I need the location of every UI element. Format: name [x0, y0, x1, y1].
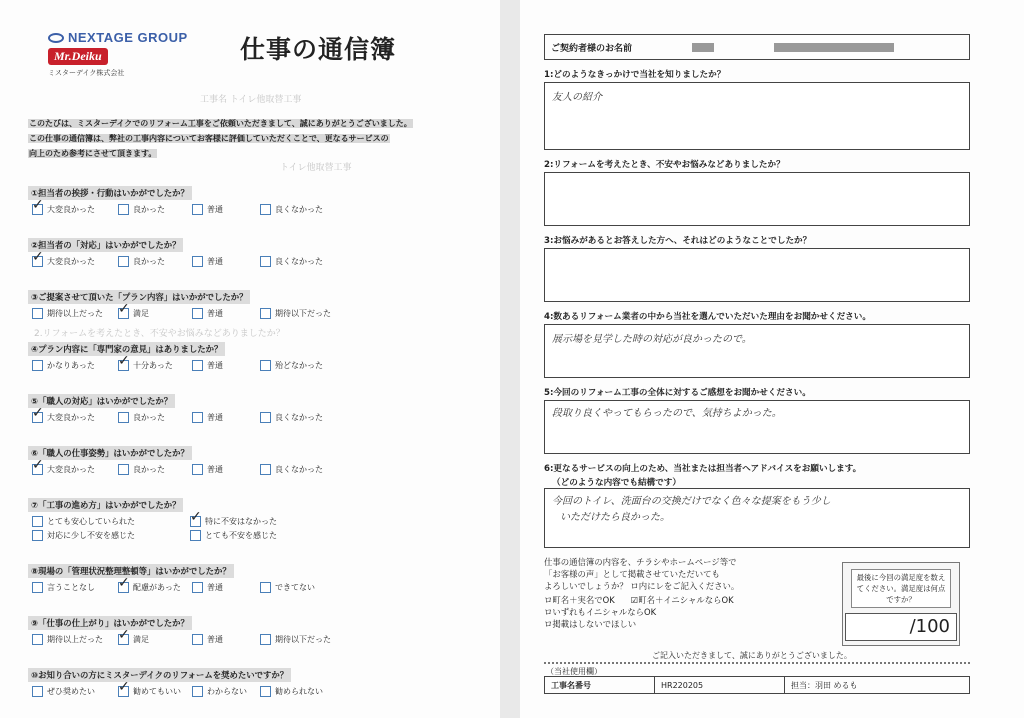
checkbox-icon[interactable] — [260, 412, 271, 423]
check-mark-icon: ✓ — [190, 509, 202, 525]
option-label: 期待以下だった — [275, 309, 331, 318]
checkbox-icon[interactable] — [260, 308, 271, 319]
q6-option-1[interactable] — [32, 457, 95, 475]
bleed-text: トイレ他取替工事 — [280, 163, 352, 173]
option-label: 普通 — [207, 361, 223, 370]
option-label: 良かった — [133, 465, 165, 474]
perm-option-initials[interactable]: ☑町名＋イニシャルならOK — [630, 595, 734, 605]
checkbox-icon[interactable] — [260, 360, 271, 371]
q5-option-4[interactable] — [260, 412, 323, 423]
check-mark-icon: ✓ — [118, 679, 130, 695]
checkbox-icon[interactable] — [192, 582, 203, 593]
customer-name-row: ご契約者様のお名前 — [544, 34, 970, 60]
answer-box-3[interactable] — [544, 248, 970, 302]
checkbox-icon[interactable] — [32, 197, 44, 215]
q8-option-3[interactable] — [192, 582, 223, 593]
checkbox-icon[interactable] — [192, 256, 203, 267]
option-label: 普通 — [207, 257, 223, 266]
score-field[interactable]: /100 — [845, 613, 957, 641]
rq5: 5:今回のリフォーム工事の全体に対するご感想をお聞かせください。 — [544, 388, 811, 398]
q6-option-2[interactable] — [118, 464, 165, 475]
satisfaction-score — [842, 562, 960, 646]
question-1: ①担当者の挨拶・行動はいかがでしたか？ — [28, 186, 192, 200]
checkbox-icon[interactable] — [192, 308, 203, 319]
checkbox-icon[interactable] — [118, 412, 129, 423]
rq2: 2:リフォームを考えたとき、不安やお悩みなどありましたか？ — [544, 160, 785, 170]
checkbox-icon[interactable] — [32, 405, 44, 423]
rq3: 3:お悩みがあるとお答えした方へ、それはどのようなことでしたか？ — [544, 236, 812, 246]
answer-4: 展示場を見学した時の対応が良かったので。 — [552, 334, 752, 345]
q6-option-4[interactable] — [260, 464, 323, 475]
checkbox-icon[interactable] — [260, 582, 271, 593]
brand-logo — [48, 30, 233, 78]
perm-option-no-publish[interactable]: ロ掲載はしないでほしい — [544, 619, 637, 629]
checkbox-icon[interactable] — [118, 679, 130, 697]
answer-1: 友人の紹介 — [552, 92, 602, 103]
q9-option-1[interactable] — [32, 634, 103, 645]
option-label: とても不安を感じた — [205, 531, 277, 540]
checkbox-icon[interactable] — [32, 360, 43, 371]
checkbox-icon[interactable] — [118, 301, 130, 319]
q8-option-2[interactable] — [118, 575, 181, 593]
option-label: 普通 — [207, 413, 223, 422]
thanks-text: ご記入いただきまして、誠にありがとうございました。 — [652, 651, 852, 660]
check-mark-icon: ✓ — [118, 627, 130, 643]
q9-option-2[interactable] — [118, 627, 149, 645]
option-label: わからない — [207, 687, 247, 696]
checkbox-icon[interactable] — [192, 360, 203, 371]
score-question: 最後に今回の満足度を数えてください。満足度は何点ですか？ — [851, 569, 951, 608]
option-label: 普通 — [207, 309, 223, 318]
checkbox-icon[interactable] — [32, 249, 44, 267]
option-label: 言うことなし — [47, 583, 95, 592]
option-label: 大変良かった — [47, 205, 95, 214]
option-label: 良くなかった — [275, 465, 323, 474]
q4-option-4[interactable] — [260, 360, 323, 371]
checkbox-icon[interactable] — [32, 686, 43, 697]
option-label: ぜひ奨めたい — [47, 687, 95, 696]
nextage-logo: NEXTAGE GROUP — [48, 30, 233, 45]
answer-box-2[interactable] — [544, 172, 970, 226]
q10-option-1[interactable] — [32, 686, 95, 697]
q10-option-3[interactable] — [192, 686, 247, 697]
q8-option-4[interactable] — [260, 582, 315, 593]
question-9: ⑨「仕事の仕上がり」はいかがでしたか？ — [28, 616, 192, 630]
option-label: 大変良かった — [47, 413, 95, 422]
checkbox-icon[interactable] — [32, 530, 43, 541]
bleed-text: 工事名 トイレ他取替工事 — [200, 95, 302, 105]
question-10: ⑩お知り合いの方にミスターデイクのリフォームを奨めたいですか？ — [28, 668, 291, 682]
check-mark-icon: ✓ — [32, 405, 44, 421]
nextage-ring-icon — [48, 33, 64, 43]
option-label: 大変良かった — [47, 257, 95, 266]
rq1: 1:どのようなきっかけで当社を知りましたか？ — [544, 70, 726, 80]
checkbox-icon[interactable] — [260, 464, 271, 475]
option-label: 特に不安はなかった — [205, 517, 277, 526]
option-label: 期待以上だった — [47, 635, 103, 644]
q1-option-3[interactable] — [192, 204, 223, 215]
checkbox-icon[interactable] — [260, 204, 271, 215]
checkbox-icon[interactable] — [260, 634, 271, 645]
checkbox-icon[interactable] — [118, 575, 130, 593]
left-page — [0, 0, 500, 718]
redacted-name — [692, 43, 714, 52]
q7-option-2[interactable] — [190, 509, 277, 527]
option-label: 勧めてもいい — [133, 687, 181, 696]
option-label: 普通 — [207, 583, 223, 592]
check-mark-icon: ✓ — [32, 197, 44, 213]
question-4: ④プラン内容に「専門家の意見」はありましたか？ — [28, 342, 225, 356]
check-mark-icon: ✓ — [118, 575, 130, 591]
checkbox-icon[interactable] — [190, 509, 202, 527]
checkbox-icon[interactable] — [192, 412, 203, 423]
check-mark-icon: ✓ — [32, 249, 44, 265]
q10-option-4[interactable] — [260, 686, 323, 697]
q7-option-4[interactable] — [190, 530, 277, 541]
option-label: 満足 — [133, 309, 149, 318]
q10-option-2[interactable] — [118, 679, 181, 697]
check-mark-icon: ✓ — [118, 301, 130, 317]
q7-option-3[interactable] — [32, 530, 135, 541]
option-label: 普通 — [207, 465, 223, 474]
q2-option-2[interactable] — [118, 256, 165, 267]
answer-box-1[interactable] — [544, 82, 970, 150]
option-label: 勧められない — [275, 687, 323, 696]
q2-option-3[interactable] — [192, 256, 223, 267]
document-title: 仕事の通信簿 — [240, 35, 397, 64]
option-label: 期待以下だった — [275, 635, 331, 644]
rq4: 4:数あるリフォーム業者の中から当社を選んでいただいた理由をお聞かせください。 — [544, 312, 871, 322]
option-label: 良かった — [133, 413, 165, 422]
check-mark-icon: ✓ — [32, 457, 44, 473]
option-label: 普通 — [207, 205, 223, 214]
footer-row: 工事名番号 HR220205 担当：羽田 めるも — [544, 676, 970, 694]
question-6: ⑥「職人の仕事姿勢」はいかがでしたか？ — [28, 446, 192, 460]
publish-permission: 仕事の通信簿の内容を、チラシやホームページ等で 「お客様の声」として掲載させていただいても よろしいでしょうか？ ロ内にレをご記入ください。 ロ町名＋実名でOK ☑町名＋イニシャルならOK ロいずれもイニシャルならOK ロ掲載はしないでほしい — [544, 556, 834, 630]
option-label: できてない — [275, 583, 315, 592]
check-mark-icon: ✓ — [118, 353, 130, 369]
checkbox-icon[interactable] — [192, 634, 203, 645]
rq6-sub: （どのような内容でも結構です） — [552, 478, 681, 488]
bleed-text: 2.リフォームを考えたとき、不安やお悩みなどありましたか？ — [34, 329, 285, 339]
checkbox-icon[interactable] — [192, 204, 203, 215]
q5-option-3[interactable] — [192, 412, 223, 423]
option-label: 良くなかった — [275, 205, 323, 214]
option-label: とても安心していられた — [47, 517, 135, 526]
checkbox-icon[interactable] — [118, 627, 130, 645]
option-label: 良かった — [133, 205, 165, 214]
checkbox-icon[interactable] — [118, 204, 129, 215]
q5-option-1[interactable] — [32, 405, 95, 423]
checkbox-icon[interactable] — [190, 530, 201, 541]
q2-option-1[interactable] — [32, 249, 95, 267]
perm-option-all-initials[interactable]: ロいずれもイニシャルならOK — [544, 607, 657, 617]
cut-line — [544, 662, 970, 664]
checkbox-icon[interactable] — [260, 256, 271, 267]
question-5: ⑤「職人の対応」はいかがでしたか？ — [28, 394, 175, 408]
q4-option-3[interactable] — [192, 360, 223, 371]
q9-option-3[interactable] — [192, 634, 223, 645]
option-label: 配慮があった — [133, 583, 181, 592]
company-name: ミスターデイク株式会社 — [48, 69, 125, 77]
q1-option-2[interactable] — [118, 204, 165, 215]
option-label: 殆どなかった — [275, 361, 323, 370]
checkbox-icon[interactable] — [32, 308, 43, 319]
q8-option-1[interactable] — [32, 582, 95, 593]
checkbox-icon[interactable] — [32, 582, 43, 593]
q5-option-2[interactable] — [118, 412, 165, 423]
option-label: 満足 — [133, 635, 149, 644]
checkbox-icon[interactable] — [32, 516, 43, 527]
mr-deiku-logo: Mr.Deiku — [48, 48, 108, 65]
perm-option-realname[interactable]: ロ町名＋実名でOK — [544, 595, 615, 605]
answer-6-line1: 今回のトイレ、洗面台の交換だけでなく色々な提案をもう少し — [552, 496, 831, 507]
answer-5: 段取り良くやってもらったので、気持ちよかった。 — [552, 408, 782, 419]
question-8: ⑧現場の「管理状況整理整頓等」はいかがでしたか？ — [28, 564, 234, 578]
option-label: 大変良かった — [47, 465, 95, 474]
intro-text: このたびは、ミスターデイクでのリフォーム工事をご依頼いただきまして、誠にありがとうございました。 この仕事の通信簿は、弊社の工事内容についてお客様に評価していただくことで、更なるサービスの 向上のため参考にさせて頂きます。 — [29, 119, 412, 158]
option-label: 良くなかった — [275, 257, 323, 266]
checkbox-icon[interactable] — [32, 634, 43, 645]
question-2: ②担当者の「対応」はいかがでしたか？ — [28, 238, 183, 252]
question-7: ⑦「工事の進め方」はいかがでしたか？ — [28, 498, 183, 512]
q9-option-4[interactable] — [260, 634, 331, 645]
q3-option-1[interactable] — [32, 308, 103, 319]
q3-option-2[interactable] — [118, 301, 149, 319]
rq6: 6:更なるサービスの向上のため、当社または担当者へアドバイスをお願いします。 — [544, 464, 862, 474]
checkbox-icon[interactable] — [32, 457, 44, 475]
option-label: 期待以上だった — [47, 309, 103, 318]
option-label: 十分あった — [133, 361, 173, 370]
option-label: 良くなかった — [275, 413, 323, 422]
q4-option-1[interactable] — [32, 360, 95, 371]
q3-option-4[interactable] — [260, 308, 331, 319]
q4-option-2[interactable] — [118, 353, 173, 371]
office-use-label: （当社使用欄） — [546, 667, 602, 676]
question-3: ③ご提案させて頂いた「プラン内容」はいかがでしたか？ — [28, 290, 250, 304]
q7-option-1[interactable] — [32, 516, 135, 527]
q2-option-4[interactable] — [260, 256, 323, 267]
redacted-name — [774, 43, 894, 52]
option-label: かなりあった — [47, 361, 95, 370]
option-label: 良かった — [133, 257, 165, 266]
answer-6-line2: いただけたら良かった。 — [560, 512, 670, 523]
checkbox-icon[interactable] — [192, 464, 203, 475]
q1-option-1[interactable] — [32, 197, 95, 215]
checkbox-icon[interactable] — [118, 464, 129, 475]
option-label: 対応に少し不安を感じた — [47, 531, 135, 540]
checkbox-icon[interactable] — [192, 686, 203, 697]
q3-option-3[interactable] — [192, 308, 223, 319]
q1-option-4[interactable] — [260, 204, 323, 215]
q6-option-3[interactable] — [192, 464, 223, 475]
checkbox-icon[interactable] — [260, 686, 271, 697]
checkbox-icon[interactable] — [118, 256, 129, 267]
option-label: 普通 — [207, 635, 223, 644]
checkbox-icon[interactable] — [118, 353, 130, 371]
